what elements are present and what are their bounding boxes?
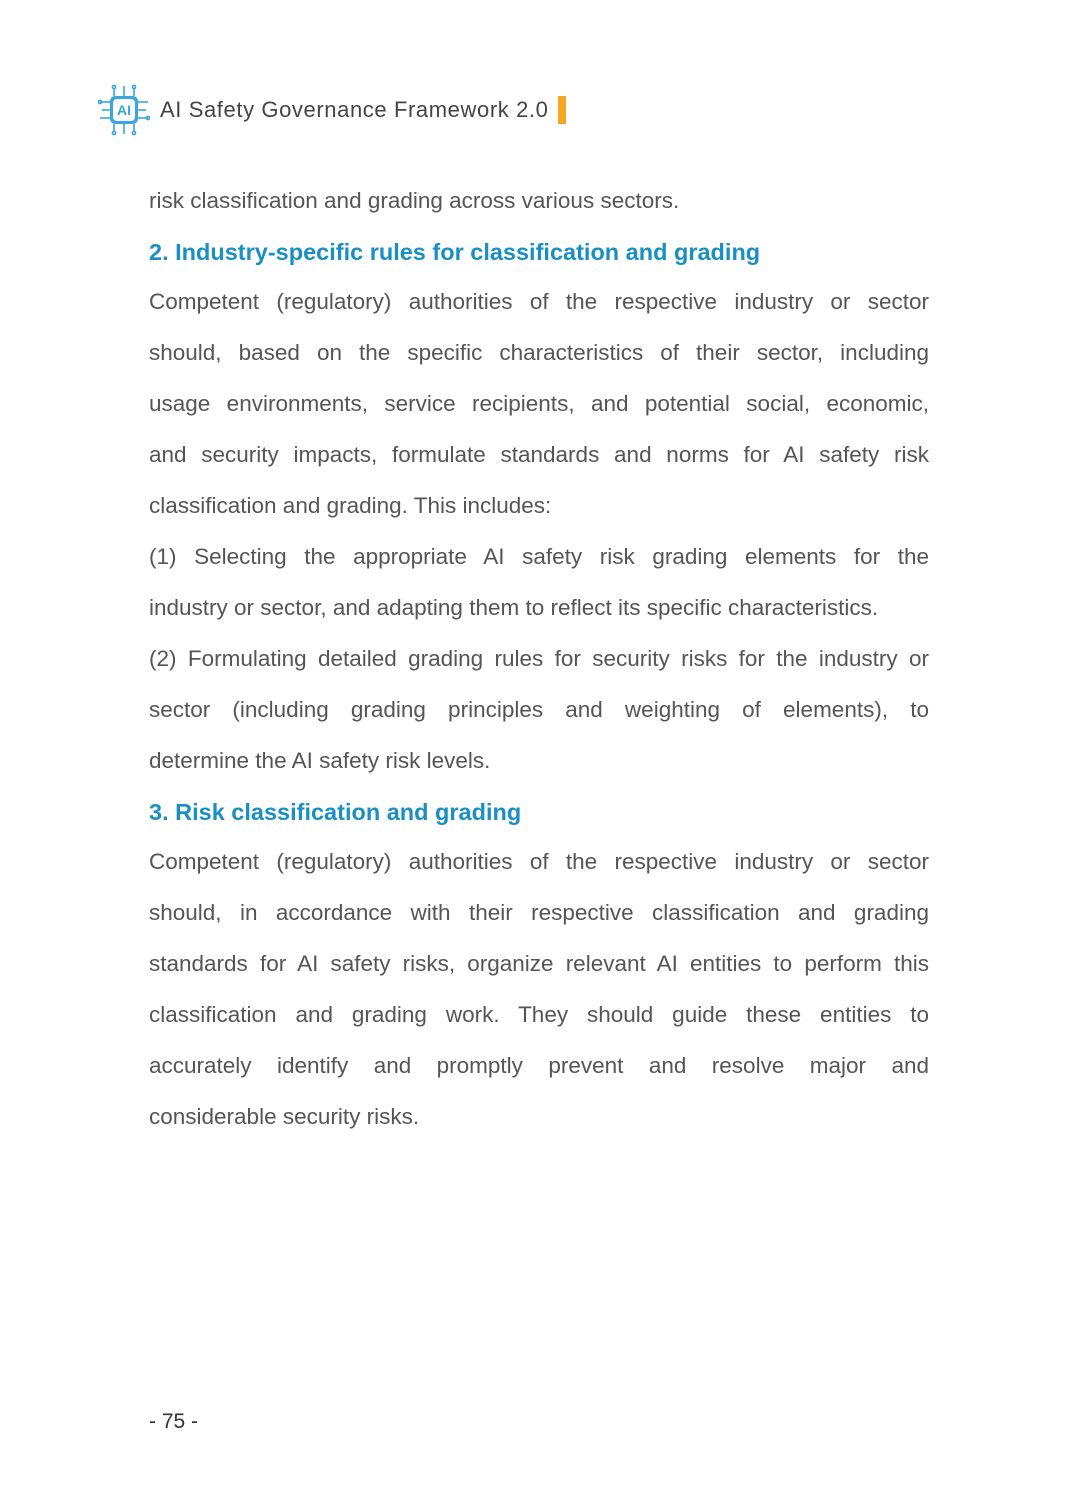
paragraph-line: classification and grading. This includes: — [149, 493, 552, 518]
list-item-line: (2) Formulating detailed grading rules for security risks for the industry or — [149, 646, 929, 671]
ai-chip-logo-icon — [98, 84, 150, 136]
paragraph-line: should, based on the specific characteristics of their sector, including — [149, 340, 929, 365]
paragraph-line: accurately identify and promptly prevent and resolve major and — [149, 1053, 929, 1078]
list-item-line: sector (including grading principles and weighting of elements), to — [149, 697, 929, 722]
paragraph-line: should, in accordance with their respective classification and grading — [149, 900, 929, 925]
paragraph-line: classification and grading work. They should guide these entities to — [149, 1002, 929, 1027]
section-2-heading: 2. Industry-specific rules for classification and grading — [149, 239, 761, 265]
list-item-line: industry or sector, and adapting them to reflect its specific characteristics. — [149, 595, 879, 620]
accent-bar — [558, 96, 566, 124]
list-item-line: determine the AI safety risk levels. — [149, 748, 491, 773]
page-number: - 75 - — [149, 1410, 199, 1433]
list-item-line: (1) Selecting the appropriate AI safety risk grading elements for the — [149, 544, 929, 569]
paragraph-line: standards for AI safety risks, organize relevant AI entities to perform this — [149, 951, 929, 976]
page-header — [98, 82, 566, 138]
intro-line: risk classification and grading across various sectors. — [149, 188, 680, 213]
paragraph-line: usage environments, service recipients, and potential social, economic, — [149, 391, 929, 416]
page-content — [149, 178, 929, 1145]
logo-text: AI — [117, 102, 131, 118]
document-title: AI Safety Governance Framework 2.0 — [160, 97, 549, 122]
paragraph-line: Competent (regulatory) authorities of the respective industry or sector — [149, 849, 929, 874]
paragraph-line: considerable security risks. — [149, 1104, 420, 1129]
paragraph-line: Competent (regulatory) authorities of the respective industry or sector — [149, 289, 929, 314]
paragraph-line: and security impacts, formulate standards and norms for AI safety risk — [149, 442, 929, 467]
section-3-heading: 3. Risk classification and grading — [149, 799, 522, 825]
